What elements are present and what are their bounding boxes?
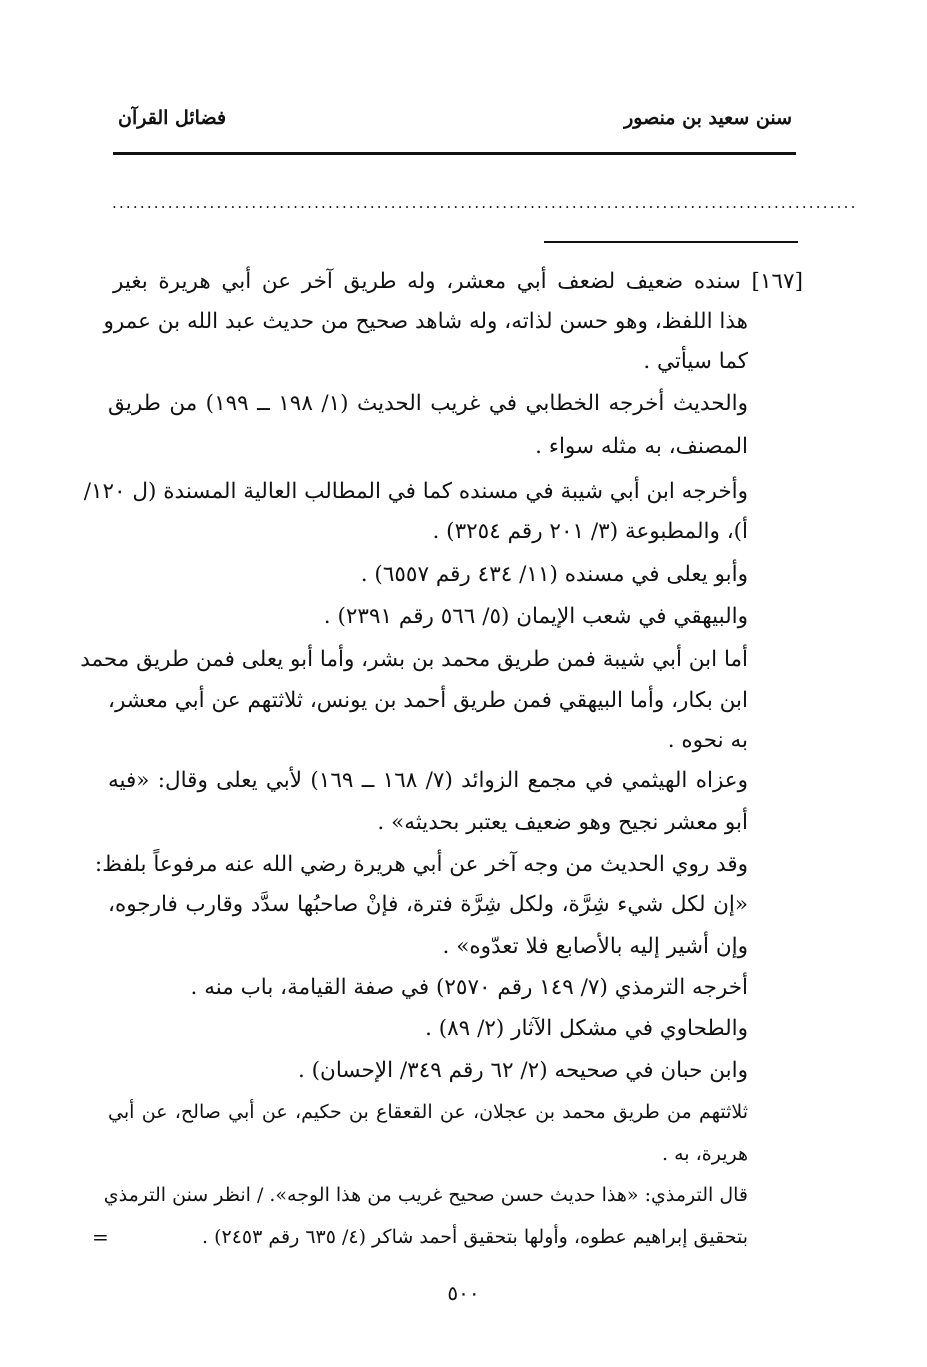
- header-rule: [113, 152, 796, 155]
- text-line: وأخرجه ابن أبي شيبة في مسنده كما في المطالب العالية المسندة (ل ١٢٠/: [83, 479, 748, 504]
- text-line: وابن حبان في صحيحه (٢/ ٦٢ رقم ٣٤٩/ الإحسان) .: [297, 1058, 748, 1083]
- chapter-title-header: فضائل القرآن: [118, 107, 227, 129]
- book-title-header: سنن سعيد بن منصور: [624, 107, 792, 129]
- text-line: المصنف، به مثله سواء .: [535, 434, 748, 459]
- text-line: أما ابن أبي شيبة فمن طريق محمد بن بشر، وأما أبو يعلى فمن طريق محمد: [80, 647, 748, 672]
- text-line: هريرة، به .: [662, 1143, 748, 1165]
- text-line: والحديث أخرجه الخطابي في غريب الحديث (١/ ١٩٨ ــ ١٩٩) من طريق: [108, 391, 748, 416]
- text-line: هذا اللفظ، وهو حسن لذاته، وله شاهد صحيح من حديث عبد الله بن عمرو: [103, 309, 748, 334]
- text-line: أخرجه الترمذي (٧/ ١٤٩ رقم ٢٥٧٠) في صفة القيامة، باب منه .: [190, 975, 748, 1000]
- text-line: قال الترمذي: «هذا حديث حسن صحيح غريب من هذا الوجه». / انظر سنن الترمذي: [103, 1184, 748, 1206]
- page-number: ٥٠٠: [447, 1281, 480, 1305]
- text-line: والطحاوي في مشكل الآثار (٢/ ٨٩) .: [425, 1016, 748, 1041]
- text-line: به نحوه .: [667, 728, 748, 753]
- footnote-rule: [544, 241, 798, 243]
- text-line: أ)، والمطبوعة (٣/ ٢٠١ رقم ٣٢٥٤) .: [432, 519, 748, 544]
- text-line: ثلاثتهم من طريق محمد بن عجلان، عن القعقاع بن حكيم، عن أبي صالح، عن أبي: [108, 1101, 748, 1123]
- text-line: [١٦٧] سنده ضعيف لضعف أبي معشر، وله طريق آخر عن أبي هريرة بغير: [113, 269, 803, 294]
- dotted-separator: ...........................................................................................................: [112, 194, 858, 212]
- text-line: ابن بكار، وأما البيهقي فمن طريق أحمد بن يونس، ثلاثتهم عن أبي معشر،: [108, 688, 748, 713]
- text-line: بتحقيق إبراهيم عطوه، وأولها بتحقيق أحمد شاكر (٤/ ٦٣٥ رقم ٢٤٥٣) .: [202, 1226, 748, 1248]
- text-line: والبيهقي في شعب الإيمان (٥/ ٥٦٦ رقم ٢٣٩١) .: [323, 604, 748, 629]
- text-line: «إن لكل شيء شِرَّة، ولكل شِرَّة فترة، فإنْ صاحبُها سدَّد وقارب فارجوه،: [108, 892, 748, 917]
- text-line: كما سيأتي .: [643, 349, 748, 374]
- text-line: وقد روي الحديث من وجه آخر عن أبي هريرة رضي الله عنه مرفوعاً بلفظ:: [94, 852, 748, 877]
- text-line: وأبو يعلى في مسنده (١١/ ٤٣٤ رقم ٦٥٥٧) .: [360, 562, 748, 587]
- text-line: وعزاه الهيثمي في مجمع الزوائد (٧/ ١٦٨ ــ ١٦٩) لأبي يعلى وقال: «فيه: [108, 768, 749, 793]
- continuation-mark: =: [92, 1225, 109, 1249]
- text-line: أبو معشر نجيح وهو ضعيف يعتبر بحديثه» .: [377, 810, 748, 835]
- text-line: وإن أشير إليه بالأصابع فلا تعدّوه» .: [442, 934, 748, 959]
